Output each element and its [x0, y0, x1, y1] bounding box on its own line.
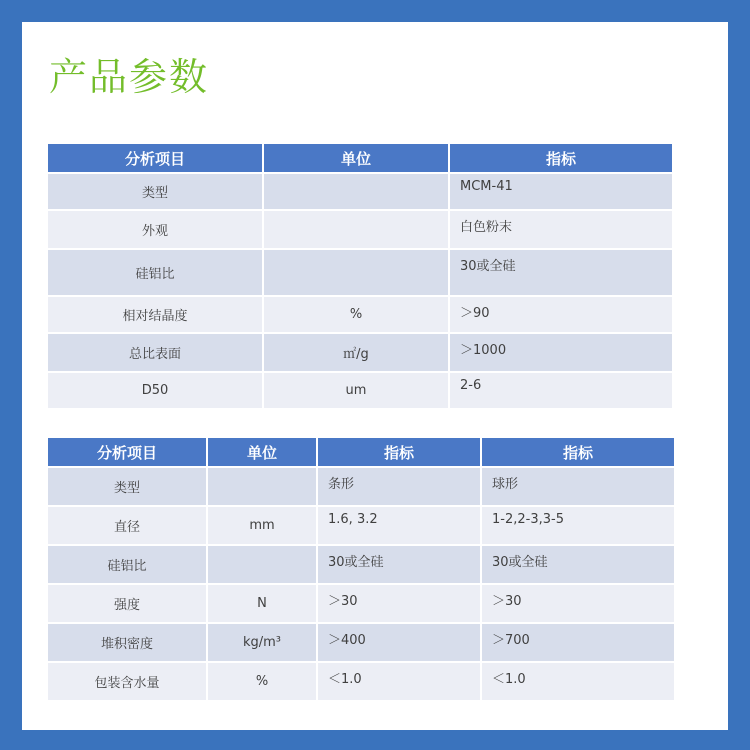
table-row: [48, 546, 674, 583]
item-cell: D50: [48, 373, 262, 408]
table-row: [48, 250, 672, 295]
table-row: [48, 174, 672, 209]
spec-cell: 30或全硅: [450, 250, 672, 295]
spec-cell: ＞1000: [450, 334, 672, 371]
unit-cell: [208, 468, 316, 505]
header-item: 分析项目: [48, 438, 206, 466]
item-cell: 硅铝比: [48, 546, 206, 583]
header-unit: 单位: [264, 144, 448, 172]
item-cell: 类型: [48, 468, 206, 505]
params-table-1: [46, 142, 674, 410]
spec-cell: 30或全硅: [482, 546, 674, 583]
header-unit: 单位: [208, 438, 316, 466]
spec-cell: 白色粉末: [450, 211, 672, 248]
item-cell: 总比表面: [48, 334, 262, 371]
spec-cell: 1-2,2-3,3-5: [482, 507, 674, 544]
unit-cell: N: [208, 585, 316, 622]
unit-cell: [264, 174, 448, 209]
table-row: [48, 334, 672, 371]
unit-cell: [264, 250, 448, 295]
unit-cell: kg/m³: [208, 624, 316, 661]
table-header-row: [48, 438, 674, 466]
header-spec: 指标: [318, 438, 480, 466]
spec-cell: ＞700: [482, 624, 674, 661]
spec-cell: 条形: [318, 468, 480, 505]
spec-cell: 球形: [482, 468, 674, 505]
table-row: [48, 373, 672, 408]
table-row: [48, 211, 672, 248]
table-row: [48, 624, 674, 661]
item-cell: 直径: [48, 507, 206, 544]
table-row: [48, 507, 674, 544]
header-spec: 指标: [482, 438, 674, 466]
unit-cell: ㎡/g: [264, 334, 448, 371]
item-cell: 外观: [48, 211, 262, 248]
item-cell: 堆积密度: [48, 624, 206, 661]
spec-cell: ＞400: [318, 624, 480, 661]
spec-cell: ＞30: [482, 585, 674, 622]
item-cell: 类型: [48, 174, 262, 209]
unit-cell: [264, 211, 448, 248]
table-row: [48, 468, 674, 505]
spec-cell: ＞90: [450, 297, 672, 332]
spec-cell: ＞30: [318, 585, 480, 622]
spec-cell: ＜1.0: [318, 663, 480, 700]
content-panel: [22, 22, 728, 730]
item-cell: 强度: [48, 585, 206, 622]
spec-cell: ＜1.0: [482, 663, 674, 700]
spec-cell: 2-6: [450, 373, 672, 408]
unit-cell: um: [264, 373, 448, 408]
table-row: [48, 663, 674, 700]
spec-cell: 30或全硅: [318, 546, 480, 583]
table-row: [48, 585, 674, 622]
table-header-row: [48, 144, 672, 172]
item-cell: 包装含水量: [48, 663, 206, 700]
unit-cell: %: [264, 297, 448, 332]
unit-cell: %: [208, 663, 316, 700]
header-spec: 指标: [450, 144, 672, 172]
params-table-2: [46, 436, 676, 702]
spec-cell: 1.6, 3.2: [318, 507, 480, 544]
table-row: [48, 297, 672, 332]
spec-cell: MCM-41: [450, 174, 672, 209]
item-cell: 相对结晶度: [48, 297, 262, 332]
item-cell: 硅铝比: [48, 250, 262, 295]
unit-cell: mm: [208, 507, 316, 544]
page-title: 产品参数: [49, 55, 210, 99]
header-item: 分析项目: [48, 144, 262, 172]
unit-cell: [208, 546, 316, 583]
